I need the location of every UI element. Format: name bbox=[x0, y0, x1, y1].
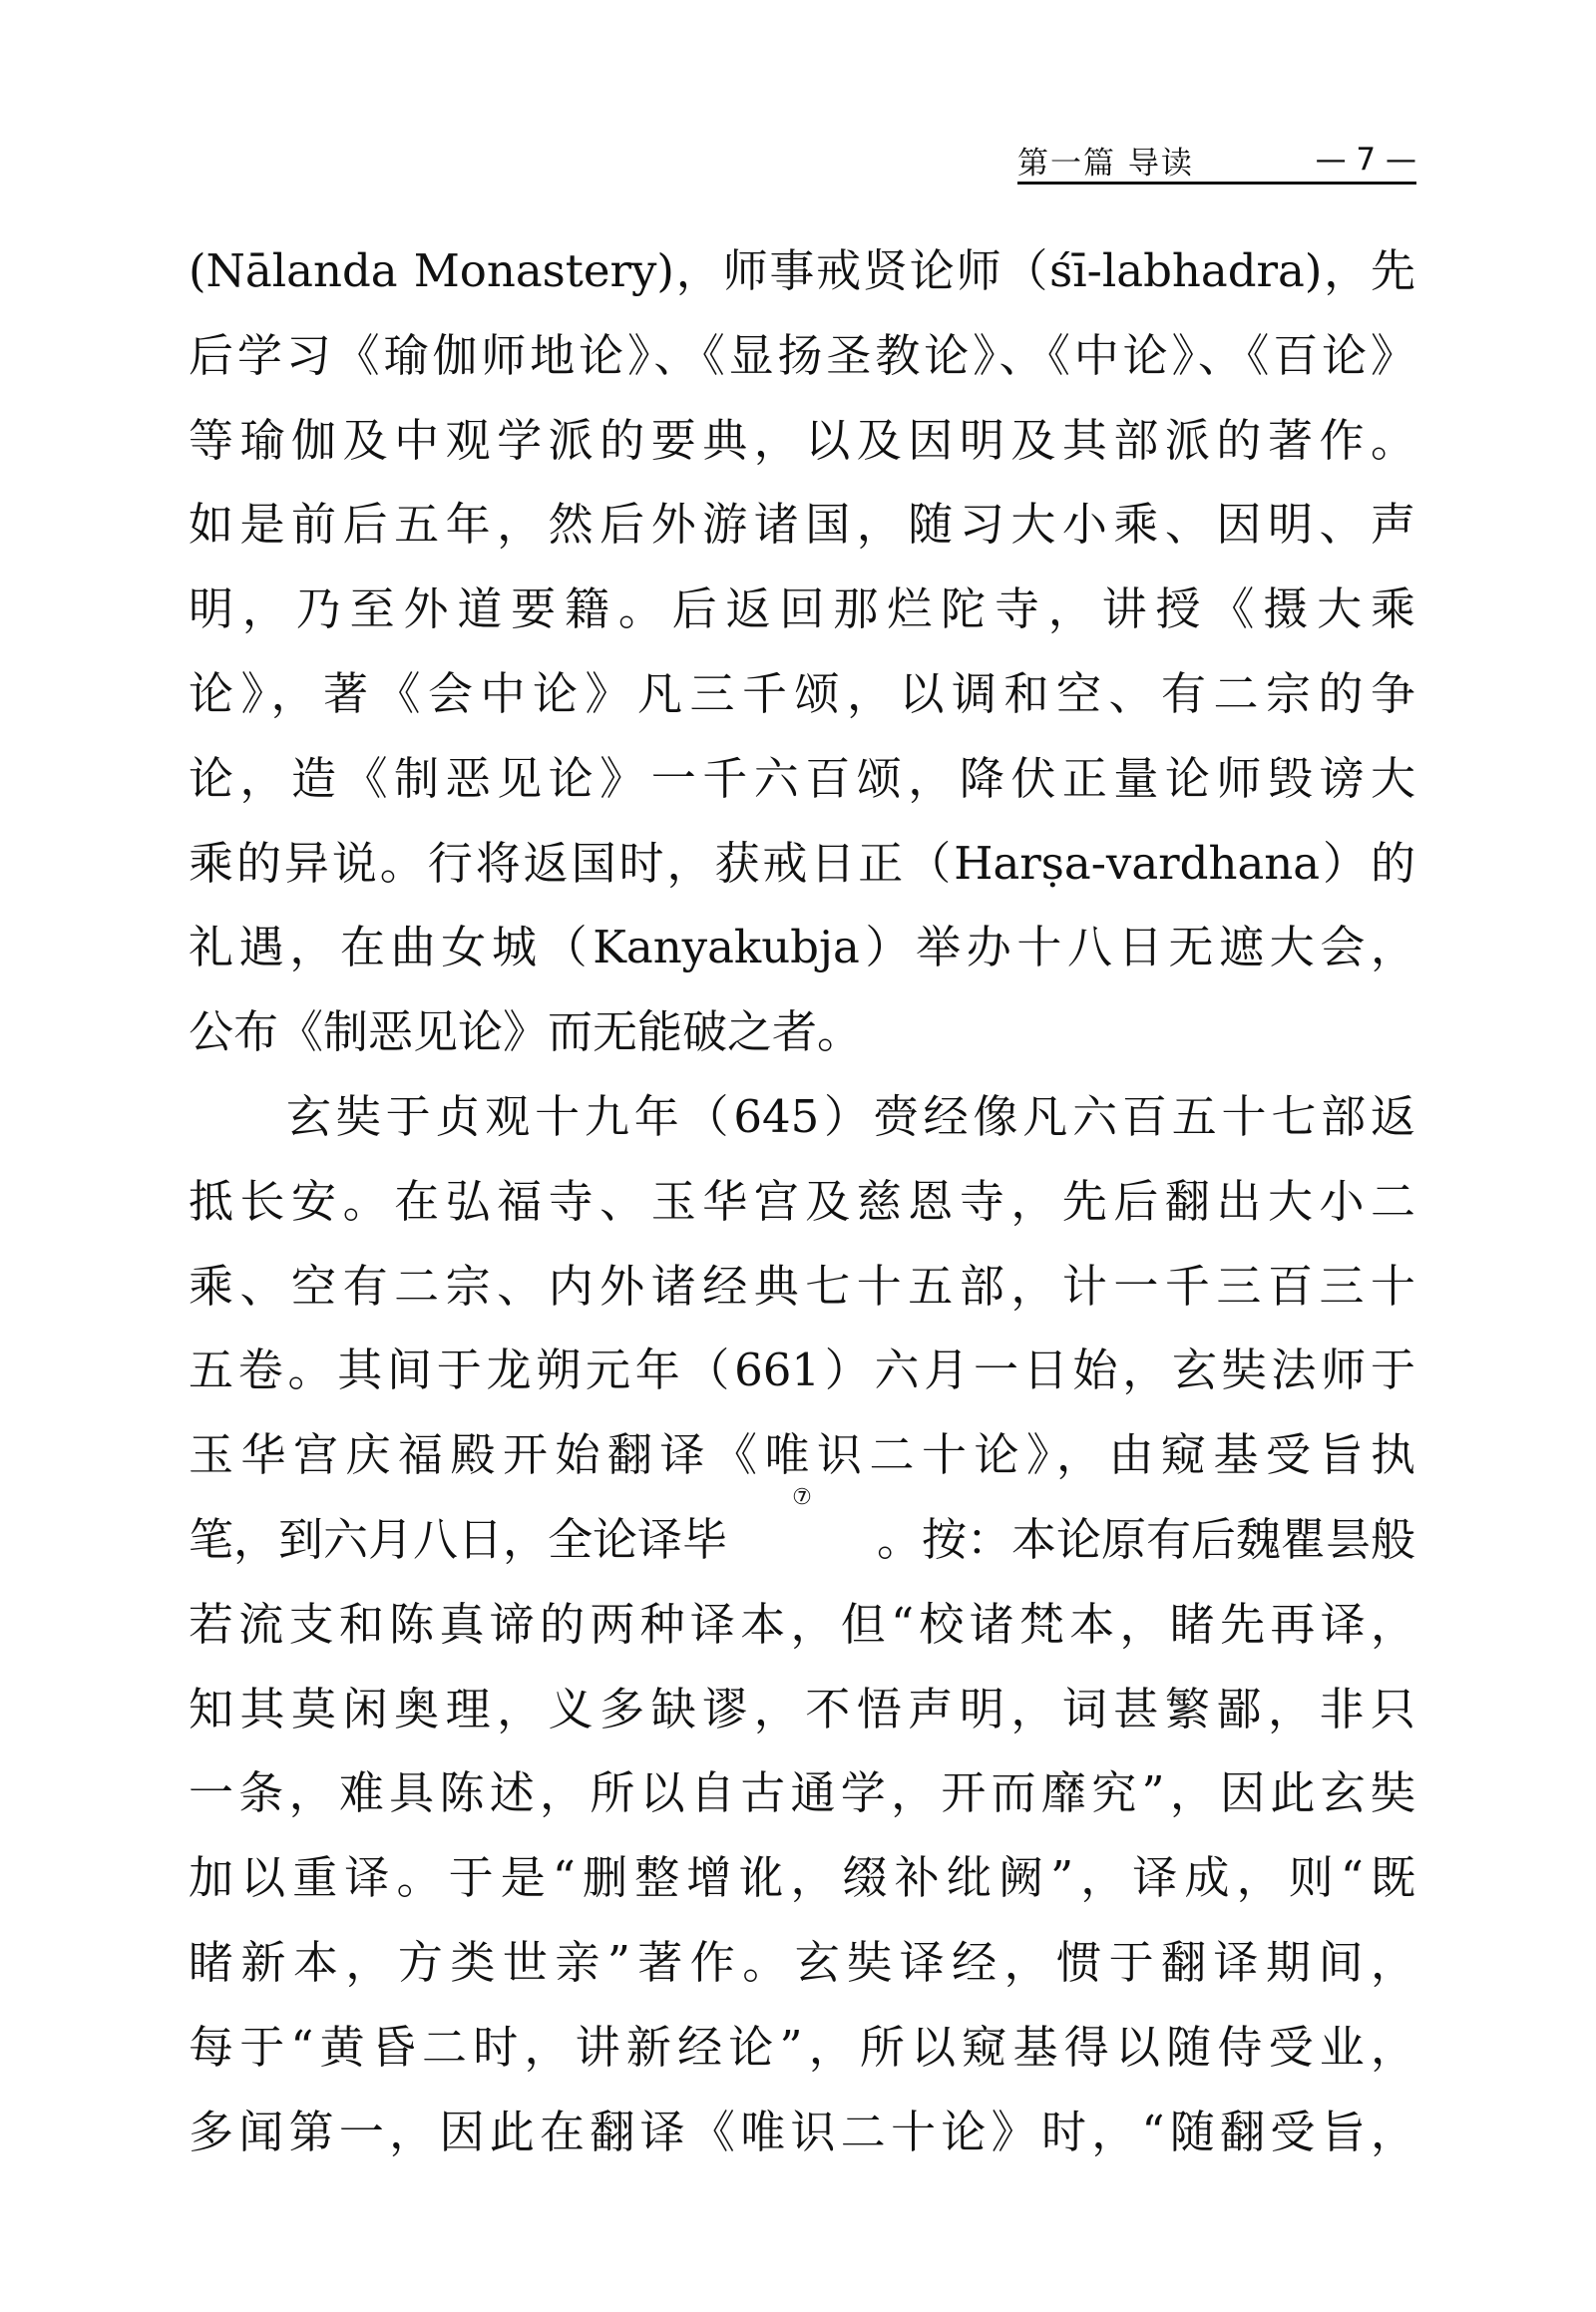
text-line: 抵长安。在弘福寺、玉华宫及慈恩寺，先后翻出大小二 bbox=[189, 1174, 1415, 1228]
text-line: 等瑜伽及中观学派的要典，以及因明及其部派的著作。 bbox=[189, 413, 1415, 467]
text-segment: 笔，到六月八日，全论译毕 bbox=[189, 1512, 728, 1566]
text-line: 乘的异说。行将返国时，获戒日正（Harṣa-vardhana）的 bbox=[189, 836, 1415, 890]
text-line: 乘、空有二宗、内外诸经典七十五部，计一千三百三十 bbox=[189, 1259, 1415, 1313]
paragraph-1 bbox=[189, 229, 1415, 1075]
text-line: 论》，著《会中论》凡三千颂，以调和空、有二宗的争 bbox=[189, 666, 1415, 720]
text-line: 公布《制恶见论》而无能破之者。 bbox=[189, 1005, 863, 1059]
page-body bbox=[189, 229, 1415, 2174]
text-line: 睹新本，方类世亲”著作。玄奘译经，惯于翻译期间， bbox=[189, 1935, 1415, 1989]
text-line: 论，造《制恶见论》一千六百颂，降伏正量论师毁谤大 bbox=[189, 751, 1415, 805]
text-line: 若流支和陈真谛的两种译本，但“校诸梵本，睹先再译， bbox=[189, 1597, 1415, 1651]
text-line: 明，乃至外道要籍。后返回那烂陀寺，讲授《摄大乘 bbox=[189, 582, 1415, 636]
chapter-title: 第一篇 导读 bbox=[1017, 145, 1194, 182]
text-line: 每于“黄昏二时，讲新经论”，所以窥基得以随侍受业， bbox=[189, 2020, 1415, 2074]
footnote-marker[interactable]: ⑦ bbox=[792, 1484, 812, 1510]
text-line: 后学习《瑜伽师地论》、《显扬圣教论》、《中论》、《百论》 bbox=[189, 328, 1415, 382]
text-line: 玉华宫庆福殿开始翻译《唯识二十论》，由窥基受旨执 bbox=[189, 1428, 1415, 1482]
text-line: 礼遇，在曲女城（Kanyakubja）举办十八日无遮大会， bbox=[189, 921, 1415, 974]
page-number: — 7 — bbox=[1315, 142, 1416, 178]
text-line: 一条，难具陈述，所以自古通学，开而靡究”，因此玄奘 bbox=[189, 1766, 1415, 1820]
text-line: 多闻第一，因此在翻译《唯识二十论》时，“随翻受旨， bbox=[189, 2105, 1415, 2158]
text-line: 知其莫闲奥理，义多缺谬，不悟声明，词甚繁鄙，非只 bbox=[189, 1682, 1415, 1735]
text-line: 玄奘于贞观十九年（645）赍经像凡六百五十七部返 bbox=[286, 1089, 1415, 1143]
text-line: 如是前后五年，然后外游诸国，随习大小乘、因明、声 bbox=[189, 498, 1415, 552]
text-line-with-footnote bbox=[189, 1484, 1415, 1583]
running-header bbox=[1017, 138, 1416, 185]
text-line: (Nālanda Monastery)，师事戒贤论师（śī-labhadra)，先 bbox=[189, 244, 1415, 297]
text-segment: 。按：本论原有后魏瞿昙般 bbox=[876, 1512, 1415, 1566]
text-line: 五卷。其间于龙朔元年（661）六月一日始，玄奘法师于 bbox=[189, 1344, 1415, 1397]
text-line: 加以重译。于是“删整增讹，缀补纰阙”，译成，则“既 bbox=[189, 1851, 1415, 1905]
paragraph-2 bbox=[189, 1075, 1415, 2174]
